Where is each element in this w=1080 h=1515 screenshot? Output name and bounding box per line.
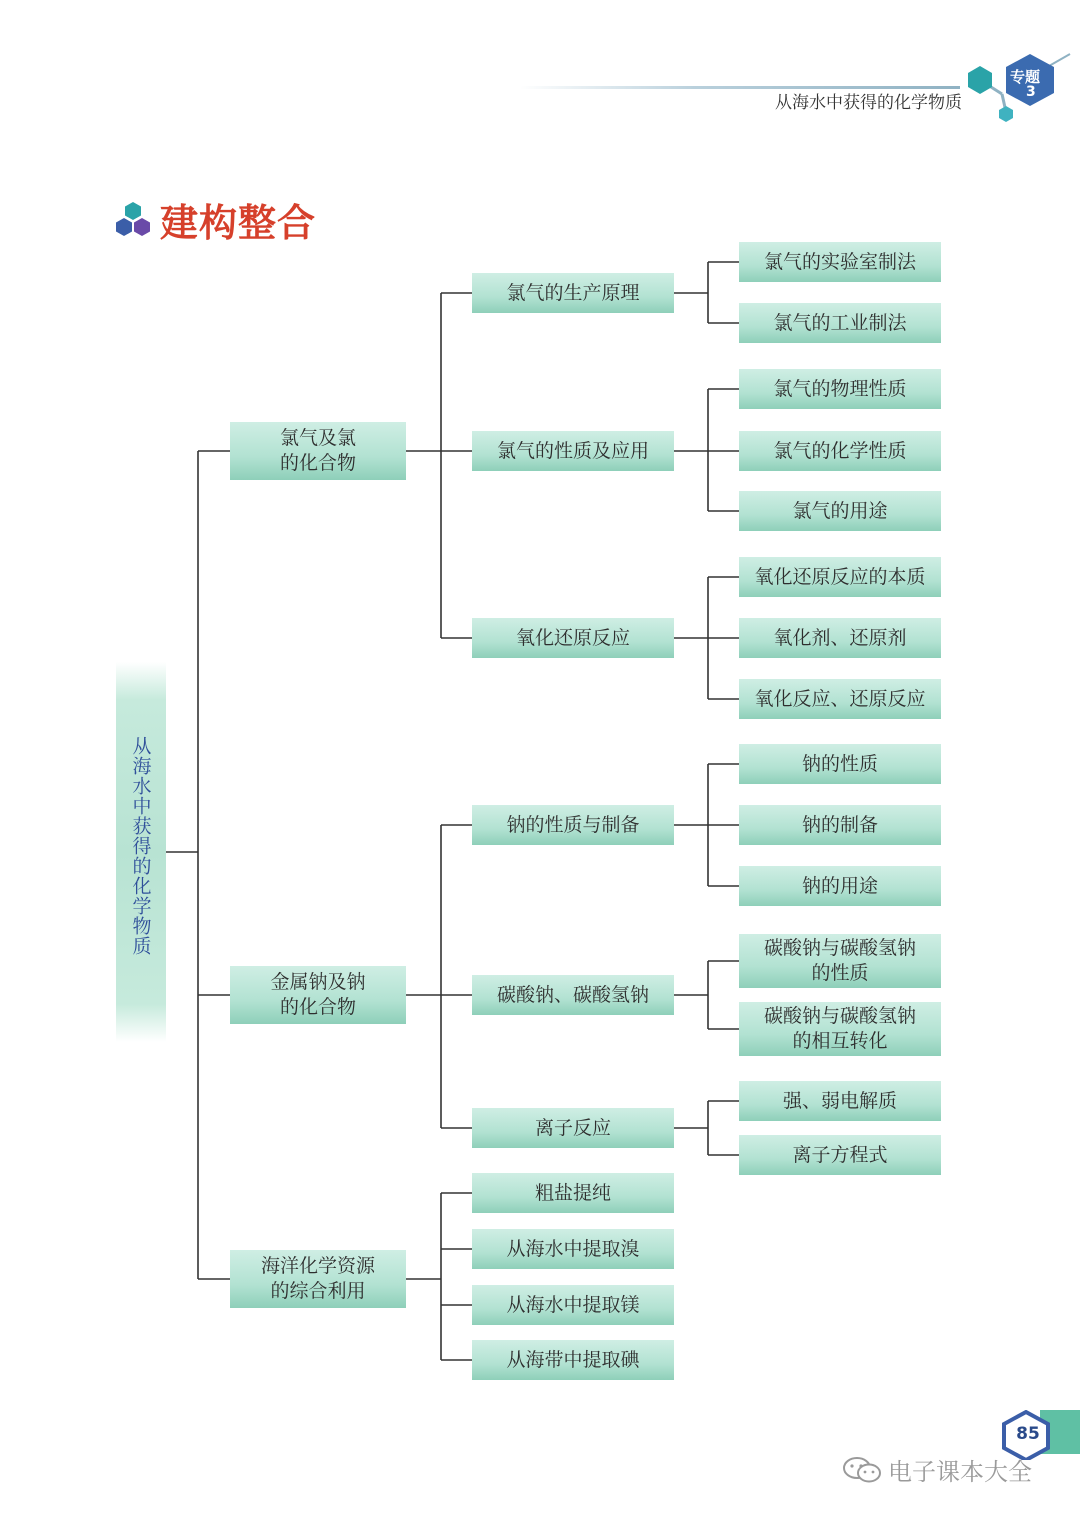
level2-node: 粗盐提纯	[472, 1173, 674, 1213]
level3-node: 碳酸钠与碳酸氢钠 的性质	[739, 934, 941, 988]
level2-node: 氯气的性质及应用	[472, 431, 674, 471]
root-node	[116, 662, 166, 1042]
chapter-title: 从海水中获得的化学物质	[775, 93, 962, 113]
level2-node: 从海水中提取镁	[472, 1285, 674, 1325]
level3-node: 钠的性质	[739, 744, 941, 784]
level3-node: 氯气的化学性质	[739, 431, 941, 471]
watermark	[842, 1452, 1032, 1487]
level2-node: 从海带中提取碘	[472, 1340, 674, 1380]
level3-node: 氯气的物理性质	[739, 369, 941, 409]
level2-node: 从海水中提取溴	[472, 1229, 674, 1269]
level3-node: 钠的用途	[739, 866, 941, 906]
level2-node: 碳酸钠、碳酸氢钠	[472, 975, 674, 1015]
level2-node: 离子反应	[472, 1108, 674, 1148]
badge-label: 专题	[1010, 68, 1041, 86]
root-label: 从海水中获得的化学物质	[129, 736, 152, 956]
level3-node: 碳酸钠与碳酸氢钠 的相互转化	[739, 1002, 941, 1056]
level3-node: 离子方程式	[739, 1135, 941, 1175]
watermark-text: 电子课本大全	[888, 1458, 1032, 1486]
level3-node: 氧化反应、还原反应	[739, 679, 941, 719]
level3-node: 氯气的用途	[739, 491, 941, 531]
level3-node: 氧化还原反应的本质	[739, 557, 941, 597]
level3-node: 强、弱电解质	[739, 1081, 941, 1121]
badge-number: 3	[1026, 84, 1036, 100]
level3-node: 氯气的实验室制法	[739, 242, 941, 282]
level3-node: 钠的制备	[739, 805, 941, 845]
level3-node: 氧化剂、还原剂	[739, 618, 941, 658]
level1-node: 氯气及氯 的化合物	[230, 422, 406, 480]
level3-node: 氯气的工业制法	[739, 303, 941, 343]
section-title: 建构整合	[160, 201, 317, 245]
level2-node: 氧化还原反应	[472, 618, 674, 658]
level1-node: 金属钠及钠 的化合物	[230, 966, 406, 1024]
wechat-icon	[842, 1456, 882, 1484]
level2-node: 钠的性质与制备	[472, 805, 674, 845]
page-number: 85	[1016, 1424, 1040, 1444]
level2-node: 氯气的生产原理	[472, 273, 674, 313]
level1-node: 海洋化学资源 的综合利用	[230, 1250, 406, 1308]
